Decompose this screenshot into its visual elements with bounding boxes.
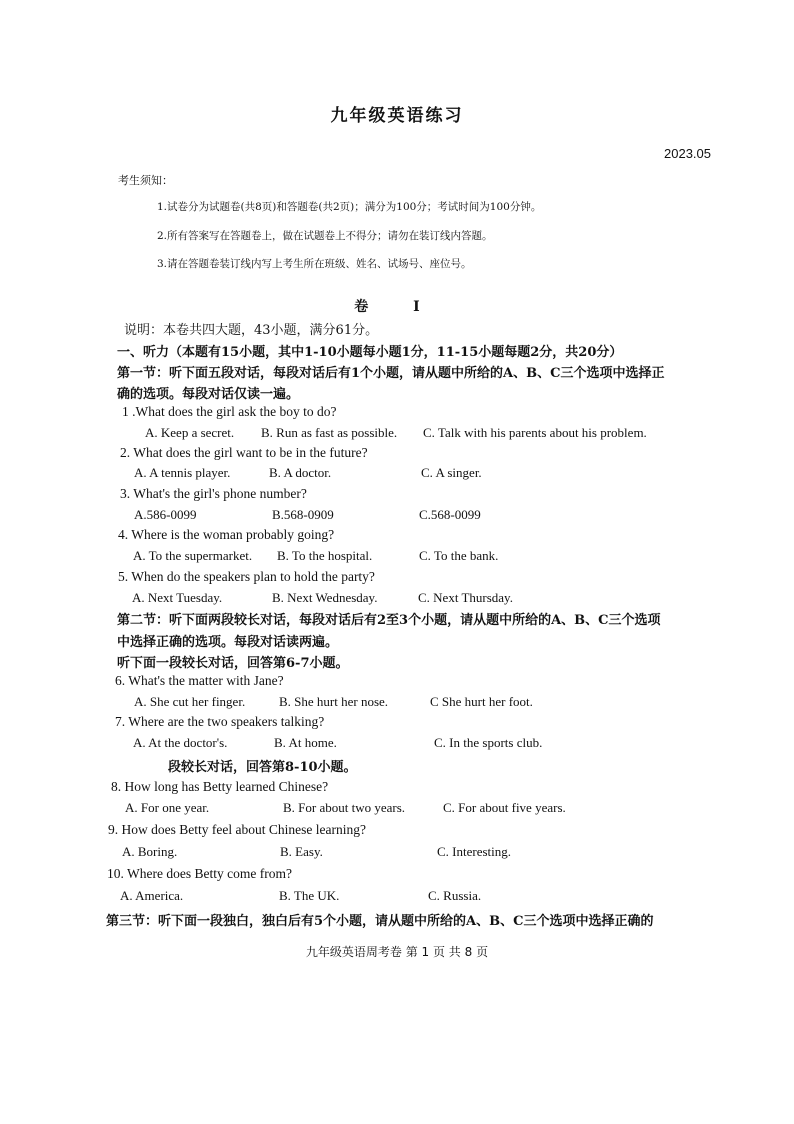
question-6: 6. What's the matter with Jane? — [115, 673, 284, 688]
page-title: 九年级英语练习 — [330, 106, 464, 126]
q9-option-c: C. Interesting. — [437, 844, 512, 859]
question-3: 3. What's the girl's phone number? — [120, 486, 307, 501]
q1-option-b: B. Run as fast as possible. — [261, 425, 398, 440]
q8-option-c: C. For about five years. — [443, 800, 566, 815]
q6-option-b: B. She hurt her nose. — [279, 694, 389, 709]
q10-option-c: C. Russia. — [428, 888, 482, 903]
notice-item-1: 1.试卷分为试题卷(共8页)和答题卷(共2页)；满分为100分；考试时间为100分钟。 — [157, 201, 542, 213]
q5-option-c: C. Next Thursday. — [418, 590, 513, 605]
sub3-instruction-line1: 第三节：听下面一段独白，独白后有5个小题，请从题中所给的A、B、C三个选项中选择正确的 — [106, 914, 654, 929]
notice-heading: 考生须知： — [118, 174, 173, 187]
q6-option-c: C She hurt her foot. — [430, 694, 533, 709]
question-7: 7. Where are the two speakers talking? — [115, 714, 325, 729]
q7-option-b: B. At home. — [274, 735, 337, 750]
q10-option-b: B. The UK. — [279, 888, 340, 903]
q1-option-a: A. Keep a secret. — [145, 425, 235, 440]
q9-option-a: A. Boring. — [122, 844, 178, 859]
q9-option-b: B. Easy. — [280, 844, 323, 859]
sub2-instruction-line3: 听下面一段较长对话，回答第6-7小题。 — [117, 656, 349, 671]
sub2-instruction-line2: 中选择正确的选项。每段对话读两遍。 — [117, 635, 339, 650]
q5-option-a: A. Next Tuesday. — [132, 590, 223, 605]
exam-date: 2023.05 — [664, 146, 711, 161]
q2-option-c: C. A singer. — [421, 465, 482, 480]
question-10: 10. Where does Betty come from? — [107, 866, 292, 881]
notice-item-3: 3.请在答题卷装订线内写上考生所在班级、姓名、试场号、座位号。 — [157, 258, 472, 270]
q7-option-a: A. At the doctor's. — [133, 735, 228, 750]
sub1-instruction-line1: 第一节：听下面五段对话，每段对话后有1个小题，请从题中所给的A、B、C三个选项中选择正 — [117, 366, 665, 381]
q2-option-a: A. A tennis player. — [134, 465, 231, 480]
q4-option-c: C. To the bank. — [419, 548, 499, 563]
q7-option-c: C. In the sports club. — [434, 735, 543, 750]
page-footer: 九年级英语周考卷 第 1 页 共 8 页 — [305, 945, 489, 959]
question-4: 4. Where is the woman probably going? — [118, 527, 335, 542]
q8-option-a: A. For one year. — [125, 800, 210, 815]
sub1-instruction-line2: 确的选项。每段对话仅读一遍。 — [117, 387, 300, 402]
q8-option-b: B. For about two years. — [283, 800, 406, 815]
q4-option-a: A. To the supermarket. — [133, 548, 253, 563]
q5-option-b: B. Next Wednesday. — [272, 590, 378, 605]
question-5: 5. When do the speakers plan to hold the party? — [118, 569, 375, 584]
section-title: 卷 I — [354, 299, 440, 315]
notice-item-2: 2.所有答案写在答题卷上，做在试题卷上不得分；请勿在装订线内答题。 — [157, 230, 493, 242]
question-8: 8. How long has Betty learned Chinese? — [111, 779, 329, 794]
sub2-instruction-line1: 第二节：听下面两段较长对话，每段对话后有2至3个小题，请从题中所给的A、B、C三个选项 — [117, 613, 661, 628]
q2-option-b: B. A doctor. — [269, 465, 332, 480]
q6-option-a: A. She cut her finger. — [134, 694, 246, 709]
q3-option-b: B.568-0909 — [272, 507, 334, 522]
q4-option-b: B. To the hospital. — [277, 548, 373, 563]
q3-option-a: A.586-0099 — [134, 507, 197, 522]
question-1: 1 .What does the girl ask the boy to do? — [122, 404, 337, 419]
q1-option-c: C. Talk with his parents about his problem. — [423, 425, 647, 440]
question-9: 9. How does Betty feel about Chinese learning? — [108, 822, 366, 837]
question-2: 2. What does the girl want to be in the future? — [120, 445, 368, 460]
part1-heading: 一、听力（本题有15小题，其中1-10小题每小题1分，11-15小题每题2分，共20分） — [117, 345, 623, 360]
sub2-instruction-line4: 段较长对话，回答第8-10小题。 — [168, 760, 357, 775]
q3-option-c: C.568-0099 — [419, 507, 481, 522]
section-description: 说明：本卷共四大题，43小题，满分61分。 — [124, 323, 379, 338]
q10-option-a: A. America. — [120, 888, 184, 903]
